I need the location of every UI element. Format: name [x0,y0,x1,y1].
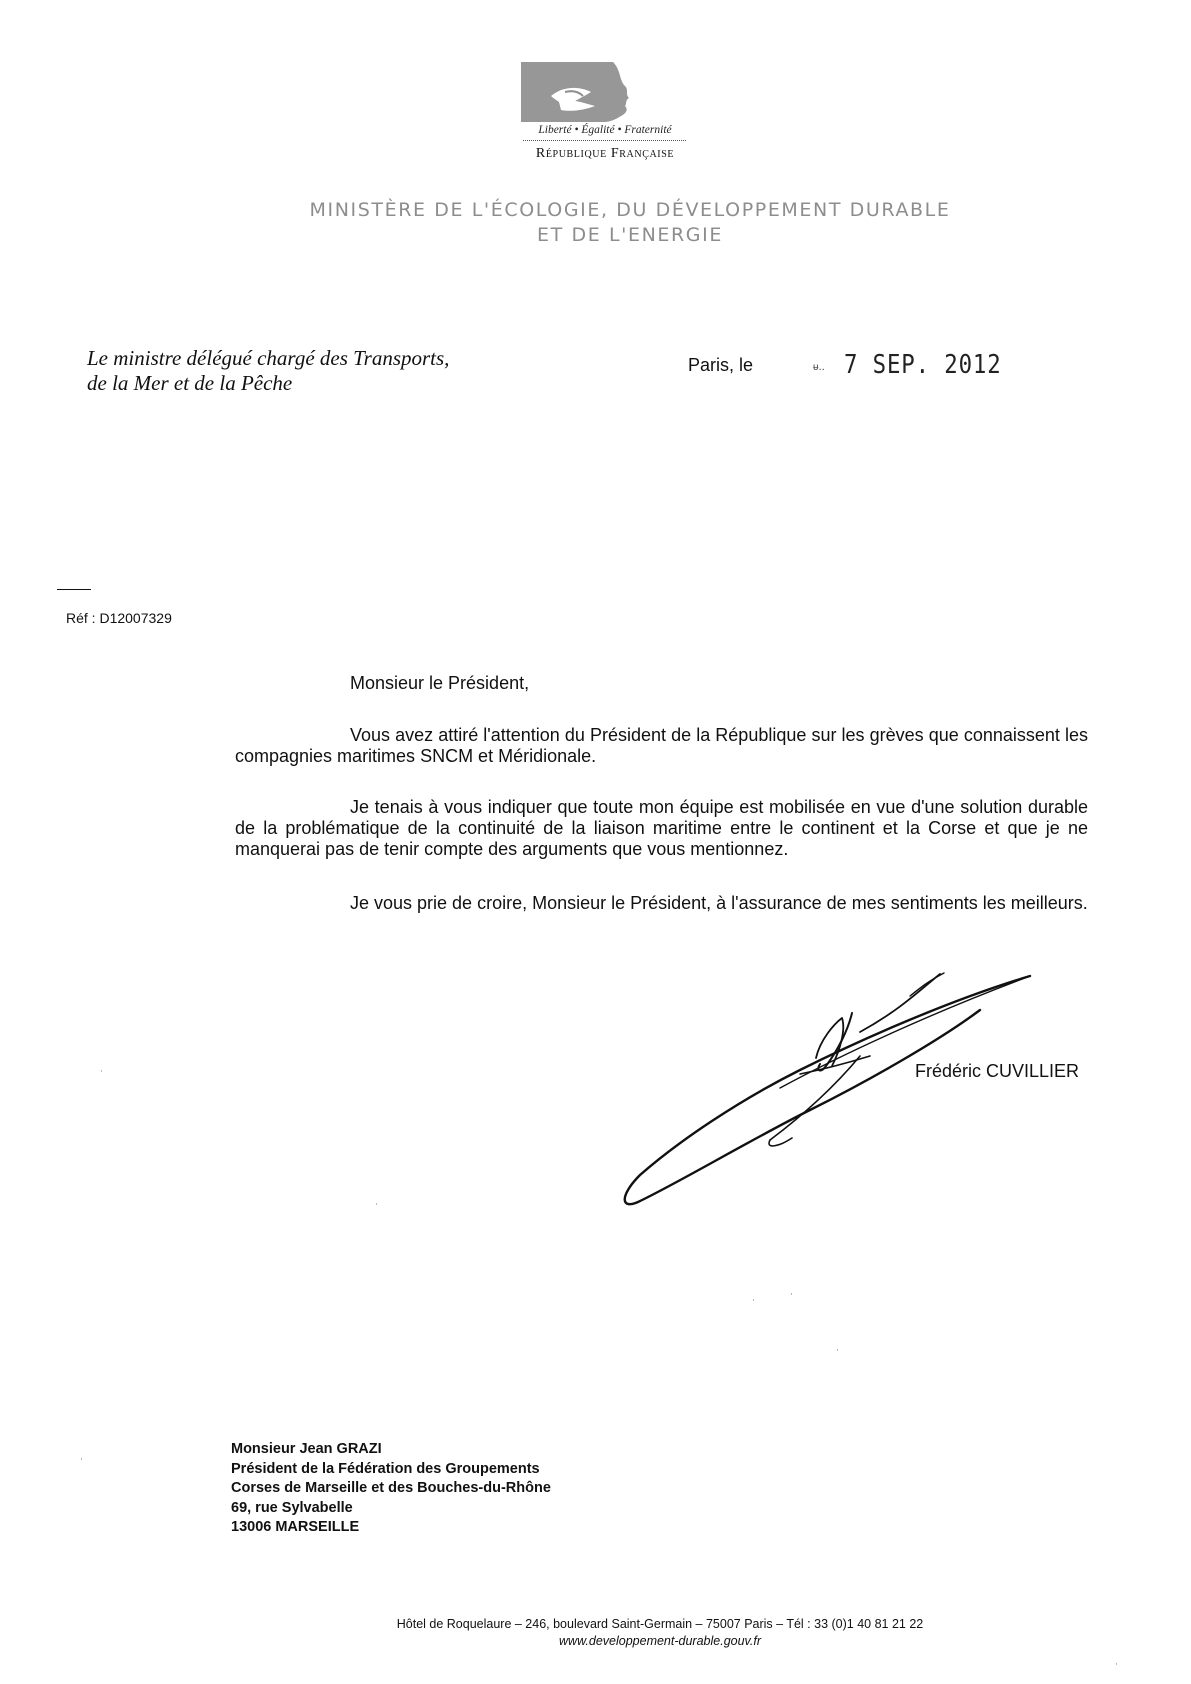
recipient-line-1: Monsieur Jean GRAZI [231,1441,382,1457]
footer-website: www.developpement-durable.gouv.fr [559,1634,761,1648]
scan-speck: · [790,1290,793,1300]
date-stamp: 7 SEP. 2012 [844,350,1002,380]
paragraph-3 [235,893,1088,914]
recipient-address [231,1440,551,1538]
dateline-place: Paris, le [688,355,754,375]
paragraph-2-text: Je tenais à vous indiquer que toute mon équipe est mobilisée en vue d'une solution durable de la problématique de la continuité de la liaison maritime entre le continent et la Corse et que je ne manquerai pas de tenir compte des arguments que vous mentionnez. [235,797,1088,859]
salutation: Monsieur le Président, [350,673,530,693]
motto-divider [523,140,686,141]
sender-title-line1: Le ministre délégué chargé des Transports, [87,346,450,370]
republique-francaise-label: République Française [535,146,675,161]
republic-motto: Liberté • Égalité • Fraternité [538,124,672,136]
ministry-heading [200,198,1060,248]
scan-speck: · [80,1455,83,1465]
scan-speck: · [836,1346,839,1356]
footer [250,1616,1070,1650]
scan-speck: · [100,1067,103,1077]
paragraph-3-text: Je vous prie de croire, Monsieur le Président, à l'assurance de mes sentiments les meilleurs. [350,893,1088,913]
scan-speck: · [752,1296,755,1306]
recipient-line-4: 69, rue Sylvabelle [231,1499,353,1516]
ministry-heading-line1: MINISTÈRE DE L'ÉCOLOGIE, DU DÉVELOPPEMENT DURABLE [309,199,951,221]
signer-name: Frédéric CUVILLIER [915,1061,1080,1081]
scan-speck: · [1115,1660,1118,1670]
sender-title-line2: de la Mer et de la Pêche [87,371,293,395]
recipient-line-2: Président de la Fédération des Groupements [231,1460,540,1477]
reference-number: Réf : D12007329 [66,610,172,626]
date-stamp-prefix: ᵾ.. [813,362,825,373]
ministry-heading-line2: ET DE L'ENERGIE [537,224,723,246]
recipient-line-5: 13006 MARSEILLE [231,1519,360,1535]
sender-title [87,346,449,396]
marianne-logo [521,62,687,122]
paragraph-1-text: Vous avez attiré l'attention du Président de la République sur les grèves que connaissent les compagnies maritimes SNCM et Méridionale. [235,725,1088,766]
paragraph-1 [235,725,1088,767]
recipient-line-3: Corses de Marseille et des Bouches-du-Rhône [231,1480,551,1496]
paragraph-2 [235,797,1088,860]
handwritten-signature [620,970,1050,1230]
scan-speck: · [375,1200,378,1210]
reference-rule [57,589,91,590]
footer-address: Hôtel de Roquelaure – 246, boulevard Saint-Germain – 75007 Paris – Tél : 33 (0)1 40 81 21 22 [396,1617,924,1631]
marianne-profile-icon [521,62,687,122]
